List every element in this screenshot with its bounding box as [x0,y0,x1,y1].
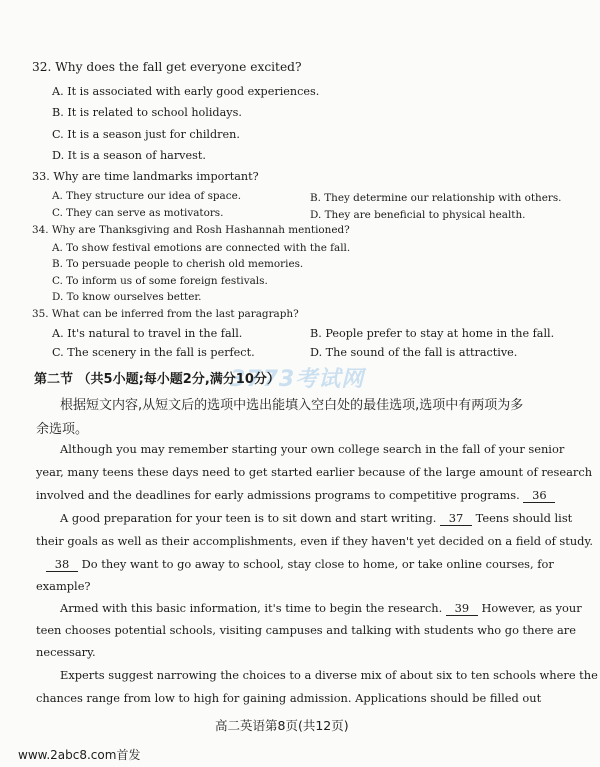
q35-option-d: D. The sound of the fall is attractive. [310,346,518,359]
passage-p4-line1-text-b: However, as your [481,601,582,615]
q35-option-b: B. People prefer to stay at home in the fall. [310,327,555,340]
passage-p3-line1 [46,557,554,572]
q34-option-b: B. To persuade people to cherish old memories. [52,258,304,270]
q35-option-c: C. The scenery in the fall is perfect. [52,346,255,359]
q32-stem: 32. Why does the fall get everyone excited? [32,60,302,74]
section-instruction-line1: 根据短文内容,从短文后的选项中选出能填入空白处的最佳选项,选项中有两项为多 [60,398,524,413]
passage-p5-line2: chances range from low to high for gaining admission. Applications should be filled out [36,691,542,705]
q33-option-b: B. They determine our relationship with others. [310,192,562,204]
q33-option-c: C. They can serve as motivators. [52,207,224,219]
passage-p4-line3: necessary. [36,645,96,659]
q35-option-a: A. It's natural to travel in the fall. [52,327,243,340]
passage-p2-line1-text-b: Teens should list [475,511,573,525]
passage-p5-line1: Experts suggest narrowing the choices to a diverse mix of about six to ten schools where the [60,668,598,682]
section-title-text: 第二节 [34,372,74,387]
passage-p1-line1: Although you may remember starting your own college search in the fall of your senior [60,442,565,456]
section-info: （共5小题;每小题2分,满分10分） [77,372,280,387]
watermark-logo: 3773考试网 [230,367,365,392]
passage-p4-line1-text-a: Armed with this basic information, it's time to begin the research. [60,601,443,615]
q34-stem: 34. Why are Thanksgiving and Rosh Hashannah mentioned? [32,224,350,236]
q33-stem: 33. Why are time landmarks important? [32,170,259,183]
q35-stem: 35. What can be inferred from the last paragraph? [32,308,299,320]
passage-p2-line1-text-a: A good preparation for your teen is to sit down and start writing. [60,511,437,525]
q32-option-a: A. It is associated with early good experiences. [52,85,320,98]
passage-p1-line3 [36,488,555,503]
passage-p3-line2: example? [36,579,91,593]
blank-39: 39 [446,601,478,616]
q32-option-d: D. It is a season of harvest. [52,149,206,162]
passage-p1-line2: year, many teens these days need to get started earlier because of the large amount of research [36,465,593,479]
q34-option-c: C. To inform us of some foreign festivals. [52,275,268,287]
passage-p2-line2: their goals as well as their accomplishments, even if they haven't yet decided on a field of study. [36,534,594,548]
passage-p4-line2: teen chooses potential schools, visiting campuses and talking with students who go there are [36,623,576,637]
passage-p4-line1 [60,601,582,616]
section-title [34,368,280,387]
blank-37: 37 [440,511,472,526]
q32-option-c: C. It is a season just for children. [52,128,240,141]
blank-36: 36 [523,488,555,503]
page-number: 高二英语第8页(共12页) [215,718,349,733]
q33-option-a: A. They structure our idea of space. [52,190,242,202]
passage-p3-line1-text: Do they want to go away to school, stay close to home, or take online courses, for [81,557,554,571]
section-instruction-line2: 余选项。 [36,422,89,437]
passage-p2-line1 [60,511,572,526]
q34-option-d: D. To know ourselves better. [52,291,202,303]
q32-option-b: B. It is related to school holidays. [52,106,242,119]
blank-38: 38 [46,557,78,572]
footer-site: www.2abc8.com首发 [18,748,141,762]
q33-option-d: D. They are beneficial to physical health. [310,209,526,221]
passage-p1-line3-text: involved and the deadlines for early admissions programs to competitive programs. [36,488,520,502]
q34-option-a: A. To show festival emotions are connected with the fall. [52,242,351,254]
